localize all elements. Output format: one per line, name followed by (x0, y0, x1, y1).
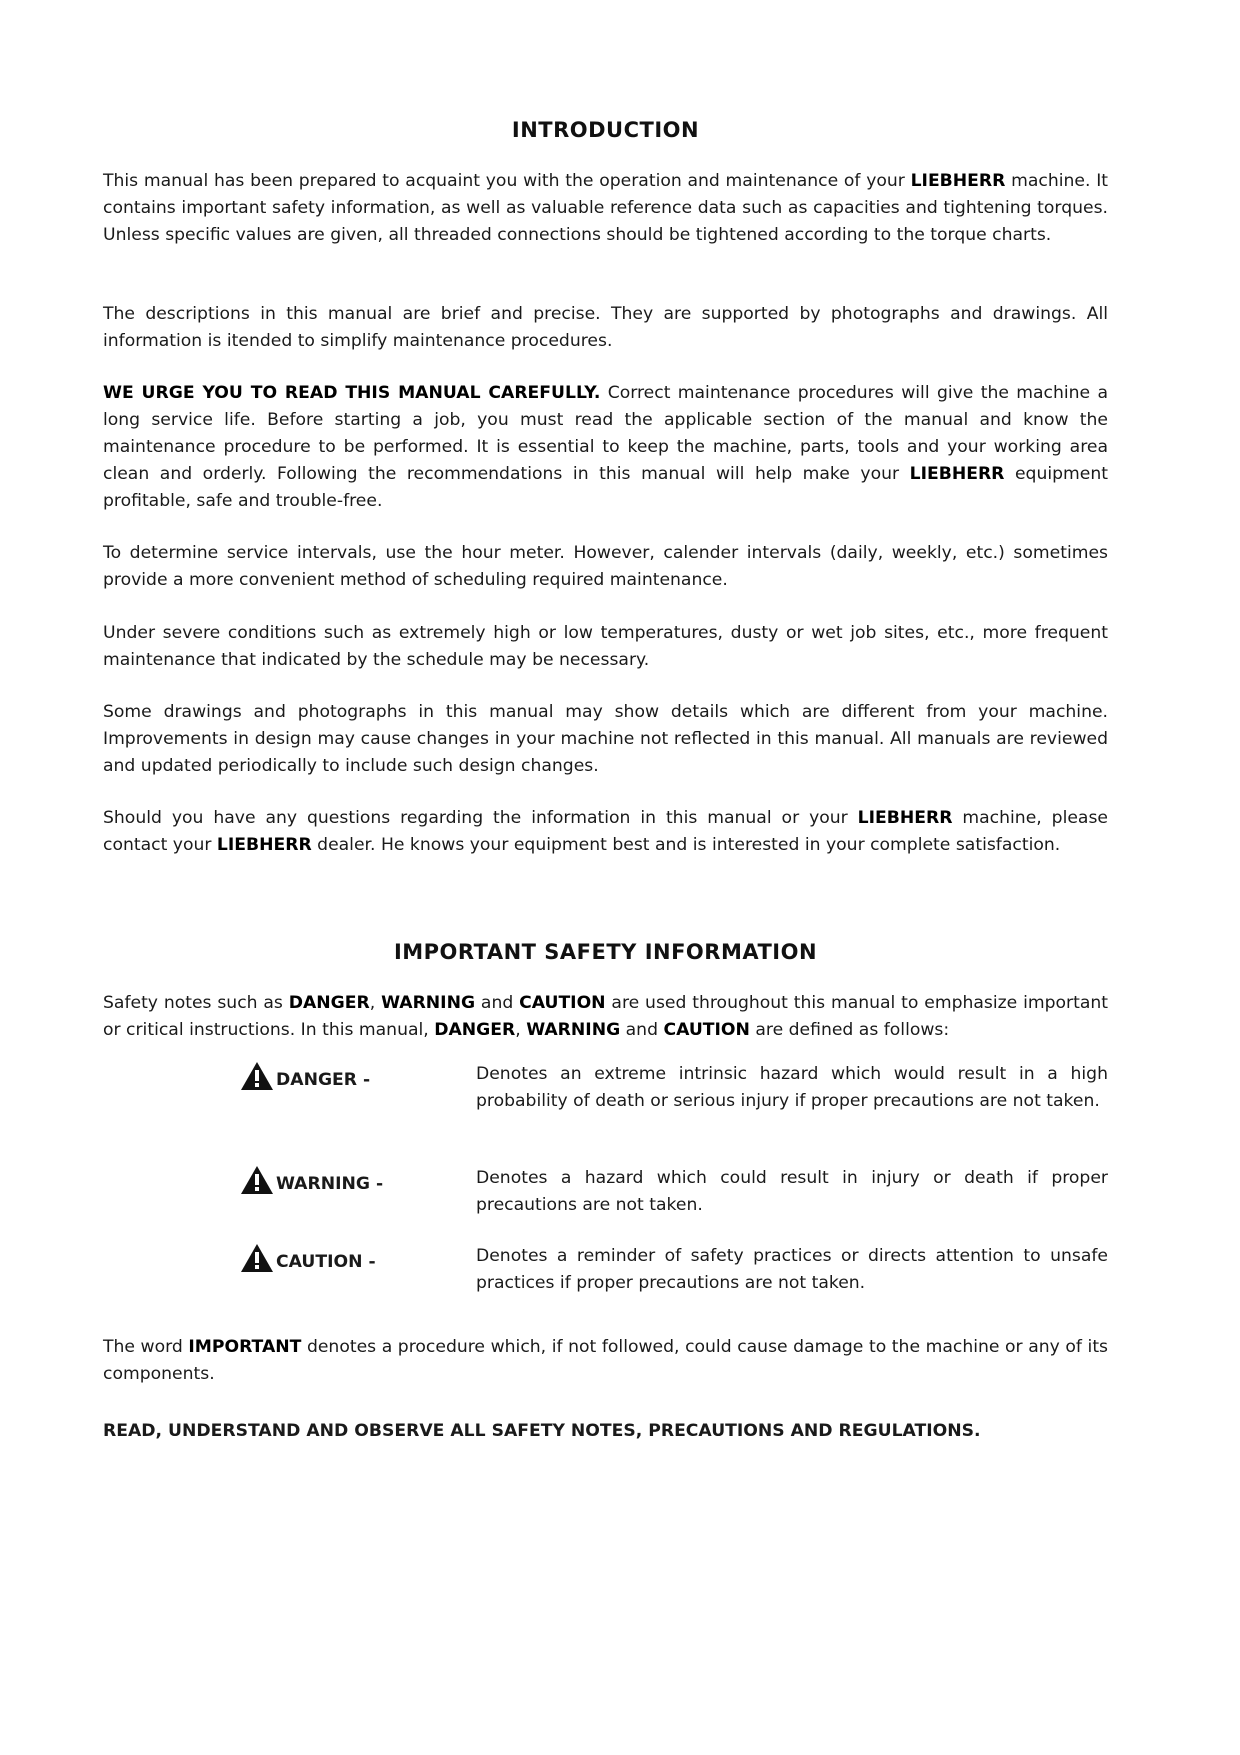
intro-paragraph-1 (103, 168, 1108, 249)
text-run: The word (103, 1337, 189, 1357)
introduction-heading: INTRODUCTION (511, 118, 700, 142)
important-keyword: IMPORTANT (188, 1337, 302, 1357)
text-run: and (475, 993, 520, 1013)
danger-keyword: DANGER (288, 993, 370, 1013)
term-label: WARNING - (276, 1174, 384, 1194)
term-label: DANGER - (276, 1070, 371, 1090)
definition-term (240, 1165, 470, 1204)
important-paragraph (103, 1334, 1108, 1388)
definition-term (240, 1243, 470, 1282)
text-run: , (369, 993, 382, 1013)
intro-paragraph-6: Some drawings and photographs in this manual may show details which are different from your machine. Improvements in design may cause changes in your machine not reflected in this manual. All manuals are reviewed and updated periodically to include such design changes. (103, 702, 1108, 776)
intro-paragraph-2: The descriptions in this manual are brief and precise. They are supported by photographs and drawings. All information is itended to simplify maintenance procedures. (103, 304, 1108, 351)
intro-paragraph-7 (103, 805, 1108, 859)
text-run: are used throughout this manual to emphasize important or critical instructions. In this manual, (103, 993, 1109, 1040)
intro-paragraph-4: To determine service intervals, use the hour meter. However, calender intervals (daily, weekly, etc.) sometimes provide a more convenient method of scheduling required maintenance. (103, 543, 1108, 590)
text-run: dealer. He knows your equipment best and is interested in your complete satisfaction. (311, 835, 1061, 855)
urge-statement: WE URGE YOU TO READ THIS MANUAL CAREFULLY. (103, 383, 601, 403)
text-run: Safety notes such as (103, 993, 289, 1013)
text-run: , (515, 1020, 527, 1040)
term-label: CAUTION - (276, 1252, 376, 1272)
caution-keyword: CAUTION (519, 993, 606, 1013)
intro-paragraph-3 (103, 380, 1108, 515)
warning-keyword: WARNING (381, 993, 476, 1013)
text-run: equipment profitable, safe and trouble-free. (103, 464, 1108, 511)
safety-heading: IMPORTANT SAFETY INFORMATION (393, 940, 818, 964)
definition-text: Denotes a hazard which could result in injury or death if proper precautions are not taken. (476, 1168, 1108, 1215)
caution-keyword: CAUTION (663, 1020, 750, 1040)
text-run: machine. It contains important safety information, as well as valuable reference data such as capacities and tightening torques. Unless specific values are given, all threaded connections should be tightened according to the torque charts. (103, 171, 1108, 245)
text-run: Should you have any questions regarding the information in this manual or your (103, 808, 858, 828)
text-run: This manual has been prepared to acquaint you with the operation and maintenance of your (103, 171, 911, 191)
warning-triangle-icon (240, 1165, 274, 1204)
intro-paragraph-5: Under severe conditions such as extremely high or low temperatures, dusty or wet job sites, etc., more frequent maintenance that indicated by the schedule may be necessary. (103, 623, 1108, 670)
brand-name: LIEBHERR (909, 464, 1005, 484)
text-run: Correct maintenance procedures will give the machine a long service life. Before starting a job, you must read the applicable section of the manual and know the maintenance procedure to be performed. It is essential to keep the machine, parts, tools and your working area clean and orderly. Following the recommendations in this manual will help make your (103, 383, 1108, 484)
definition-term (240, 1061, 470, 1100)
brand-name: LIEBHERR (857, 808, 953, 828)
danger-keyword: DANGER (434, 1020, 516, 1040)
safety-intro-paragraph (103, 990, 1108, 1044)
text-run: machine, please contact your (103, 808, 1108, 855)
text-run: are defined as follows: (749, 1020, 950, 1040)
warning-keyword: WARNING (526, 1020, 621, 1040)
definition-text: Denotes a reminder of safety practices or directs attention to unsafe practices if proper precautions are not taken. (476, 1246, 1108, 1293)
closing-statement: READ, UNDERSTAND AND OBSERVE ALL SAFETY NOTES, PRECAUTIONS AND REGULATIONS. (103, 1421, 981, 1441)
warning-triangle-icon (240, 1061, 274, 1100)
text-run: and (620, 1020, 664, 1040)
text-run: denotes a procedure which, if not followed, could cause damage to the machine or any of its components. (103, 1337, 1109, 1384)
brand-name: LIEBHERR (216, 835, 312, 855)
definition-text: Denotes an extreme intrinsic hazard which would result in a high probability of death or serious injury if proper precautions are not taken. (476, 1064, 1108, 1111)
brand-name: LIEBHERR (910, 171, 1006, 191)
warning-triangle-icon (240, 1243, 274, 1282)
